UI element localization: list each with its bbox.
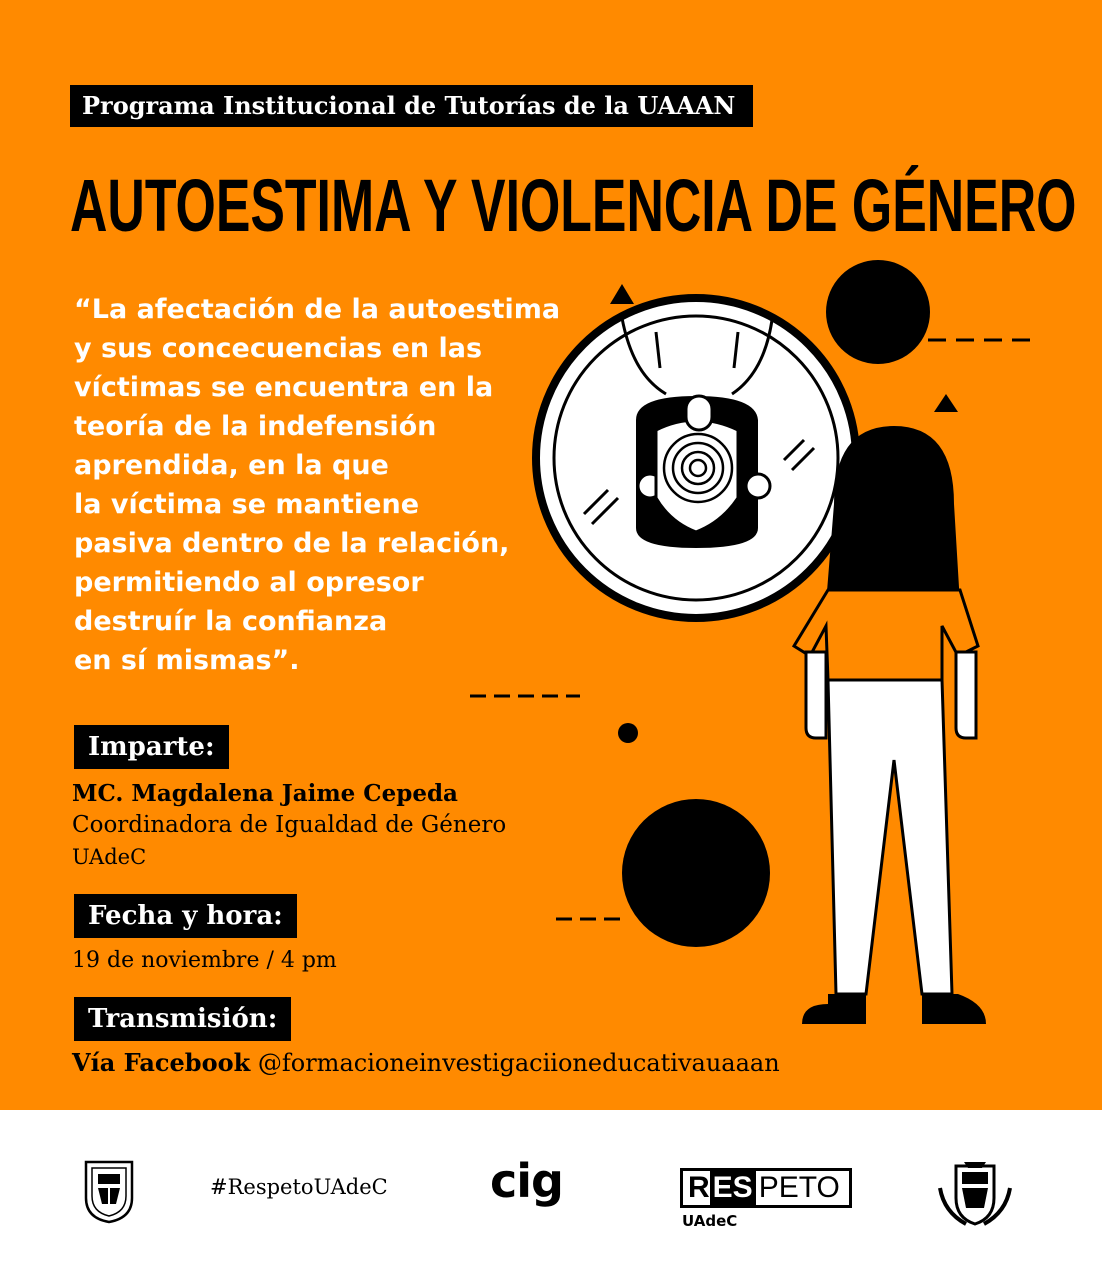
quote-line: y sus concecuencias en las: [74, 333, 483, 364]
stream-platform: Vía Facebook: [72, 1048, 251, 1077]
uadec-crest-icon: [936, 1158, 1014, 1230]
poster-title: AUTOESTIMA Y VIOLENCIA DE GÉNERO: [70, 164, 1077, 247]
imparte-label: Imparte:: [74, 725, 229, 769]
quote-line: en sí mismas”.: [74, 645, 300, 676]
fecha-label: Fecha y hora:: [74, 894, 297, 938]
quote-line: permitiendo al opresor: [74, 567, 424, 598]
respeto-part-b: ES: [710, 1171, 756, 1205]
speaker-name: MC. Magdalena Jaime Cepeda: [72, 780, 458, 807]
uaaan-crest-icon: [80, 1158, 138, 1224]
stream-info: [72, 1048, 780, 1077]
quote-line: destruír la confianza: [74, 606, 388, 637]
quote-line: pasiva dentro de la relación,: [74, 528, 510, 559]
respeto-part-a: R: [688, 1171, 710, 1204]
respeto-part-c: PETO: [758, 1171, 840, 1204]
program-tag: Programa Institucional de Tutorías de la UAAAN: [70, 85, 753, 127]
speaker-org: UAdeC: [72, 845, 147, 869]
event-date: 19 de noviembre / 4 pm: [72, 948, 337, 973]
quote-line: víctimas se encuentra en la: [74, 372, 494, 403]
speaker-role: Coordinadora de Igualdad de Género: [72, 812, 507, 838]
quote-line: aprendida, en la que: [74, 450, 389, 481]
hashtag-text: #RespetoUAdeC: [210, 1175, 388, 1199]
facebook-handle-link[interactable]: @formacioneinvestigaciioneducativauaaan: [257, 1049, 780, 1077]
transmision-label: Transmisión:: [74, 997, 291, 1041]
cig-logo-icon: cig: [490, 1154, 563, 1208]
quote-line: teoría de la indefensión: [74, 411, 437, 442]
mirror-illustration: [460, 260, 1102, 1040]
respeto-subtitle: UAdeC: [682, 1212, 738, 1230]
respeto-logo-icon: [680, 1168, 852, 1208]
quote-line: la víctima se mantiene: [74, 489, 420, 520]
quote-line: “La afectación de la autoestima: [74, 294, 561, 325]
